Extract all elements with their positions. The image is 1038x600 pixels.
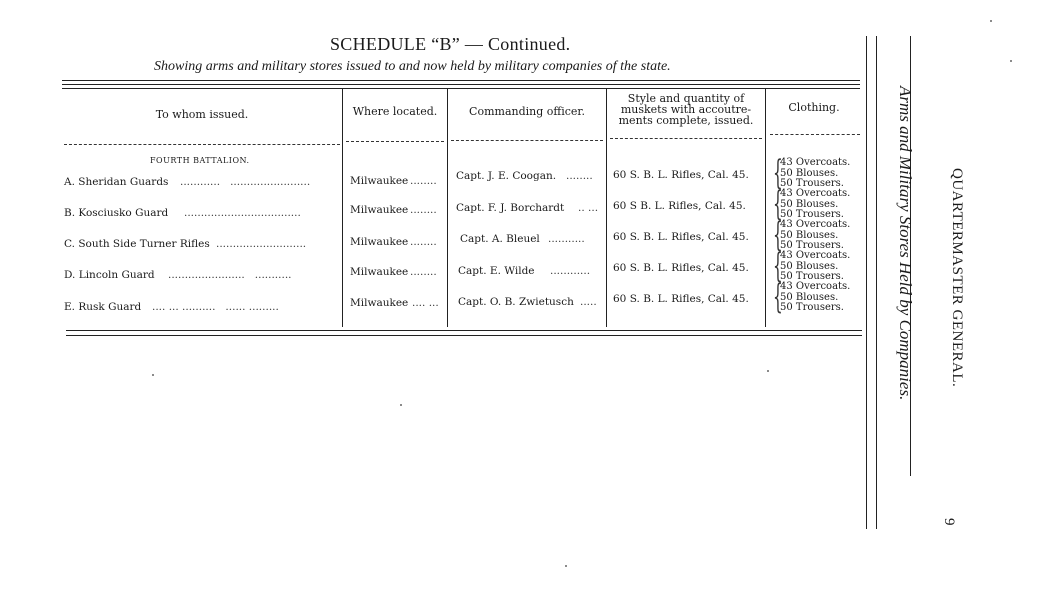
scan-speck [1010,60,1012,62]
header-rule-a [64,144,340,145]
leader-dots: ........... [548,233,585,245]
leader-dots: ........................... [216,238,307,250]
leader-dots: ............ ........................ [180,176,311,188]
schedule-subtitle: Showing arms and military stores issued to and now held by military companies of the state. [154,59,671,74]
header-style-line3: ments complete, issued. [618,114,754,127]
header-rule-e [770,134,860,135]
clothing-item: 50 Trousers. [780,271,844,282]
schedule-title: SCHEDULE “B” — Continued. [330,34,571,54]
top-rule-1 [62,80,860,81]
clothing-list [780,220,850,252]
header-rule-b [346,141,444,142]
header-rule-d [610,138,762,139]
clothing-item: 50 Trousers. [780,240,844,251]
clothing-item: 43 Overcoats. [780,250,851,261]
company-name: D. Lincoln Guard [64,269,155,281]
clothing-list [780,282,850,314]
clothing-list [780,189,850,221]
bottom-rule-1 [66,330,862,331]
company-name: A. Sheridan Guards [64,176,169,188]
clothing-item: 50 Trousers. [780,302,844,313]
officer: Capt. F. J. Borchardt [456,202,565,214]
clothing-item: 50 Blouses. [780,167,839,179]
leader-dots: .... ... [412,297,439,309]
department-title: QUARTERMASTER GENERAL. [949,168,965,388]
leader-dots: ........ [410,204,437,216]
location: Milwaukee [350,236,409,248]
side-rule-1 [866,36,867,529]
clothing-brace: { [773,277,783,317]
scan-speck [152,374,154,376]
muskets: 60 S B. L. Rifles, Cal. 45. [613,200,746,212]
header-to-whom: To whom issued. [155,108,249,121]
clothing-item: 50 Blouses. [780,291,839,303]
company-name: C. South Side Turner Rifles [64,238,210,250]
leader-dots: .. ... [578,202,599,214]
section-label: FOURTH BATTALION. [150,156,250,165]
officer: Capt. O. B. Zwietusch [458,296,574,308]
scan-speck [565,565,567,567]
clothing-item: 50 Blouses. [780,229,839,241]
header-clothing: Clothing. [788,101,840,114]
scan-speck [990,20,992,22]
leader-dots: ..... [580,296,597,308]
side-rule-2 [876,36,877,529]
clothing-item: 43 Overcoats. [780,219,851,230]
clothing-item: 50 Blouses. [780,260,839,272]
page-number: 9 [941,518,957,526]
scan-speck [400,404,402,406]
top-rule-3 [62,88,860,89]
muskets: 60 S. B. L. Rifles, Cal. 45. [613,231,749,243]
leader-dots: ................................... [184,207,301,219]
company-name: E. Rusk Guard [64,301,142,313]
clothing-brace: { [773,153,783,193]
leader-dots: ....................... ........... [168,269,292,281]
clothing-brace: { [773,215,783,255]
leader-dots: ........ [566,170,593,182]
location: Milwaukee [350,266,409,278]
clothing-item: 50 Trousers. [780,178,844,189]
header-where: Where located. [352,105,438,118]
bottom-rule-2 [66,335,862,336]
leader-dots: .... ... .......... ...... ......... [152,301,279,313]
clothing-item: 50 Blouses. [780,198,839,210]
muskets: 60 S. B. L. Rifles, Cal. 45. [613,169,749,181]
header-officer: Commanding officer. [469,105,585,118]
leader-dots: ........ [410,236,437,248]
location: Milwaukee [350,297,409,309]
col-rule-1 [342,89,343,327]
clothing-item: 50 Trousers. [780,209,844,220]
clothing-item: 43 Overcoats. [780,188,851,199]
muskets: 60 S. B. L. Rifles, Cal. 45. [613,262,749,274]
company-name: B. Kosciusko Guard [64,207,169,219]
clothing-brace: { [773,246,783,286]
header-style-line2: muskets with accoutre- [620,103,752,116]
header-style [607,93,765,126]
officer: Capt. A. Bleuel [460,233,540,245]
header-rule-c [451,140,603,141]
officer: Capt. E. Wilde [458,265,535,277]
officer: Capt. J. E. Coogan. [456,170,557,182]
leader-dots: ........ [410,175,437,187]
clothing-list [780,251,850,283]
clothing-brace: { [773,184,783,224]
col-rule-4 [765,89,766,327]
clothing-item: 43 Overcoats. [780,281,851,292]
top-rule-2 [62,84,860,85]
running-title: Arms and Military Stores Held by Companies. [896,86,915,401]
header-style-line1: Style and quantity of [627,92,745,105]
clothing-item: 43 Overcoats. [780,157,851,168]
leader-dots: ........ [410,266,437,278]
muskets: 60 S. B. L. Rifles, Cal. 45. [613,293,749,305]
leader-dots: ............ [550,265,591,277]
clothing-list [780,158,850,190]
col-rule-2 [447,89,448,327]
location: Milwaukee [350,175,409,187]
location: Milwaukee [350,204,409,216]
scan-speck [767,370,769,372]
